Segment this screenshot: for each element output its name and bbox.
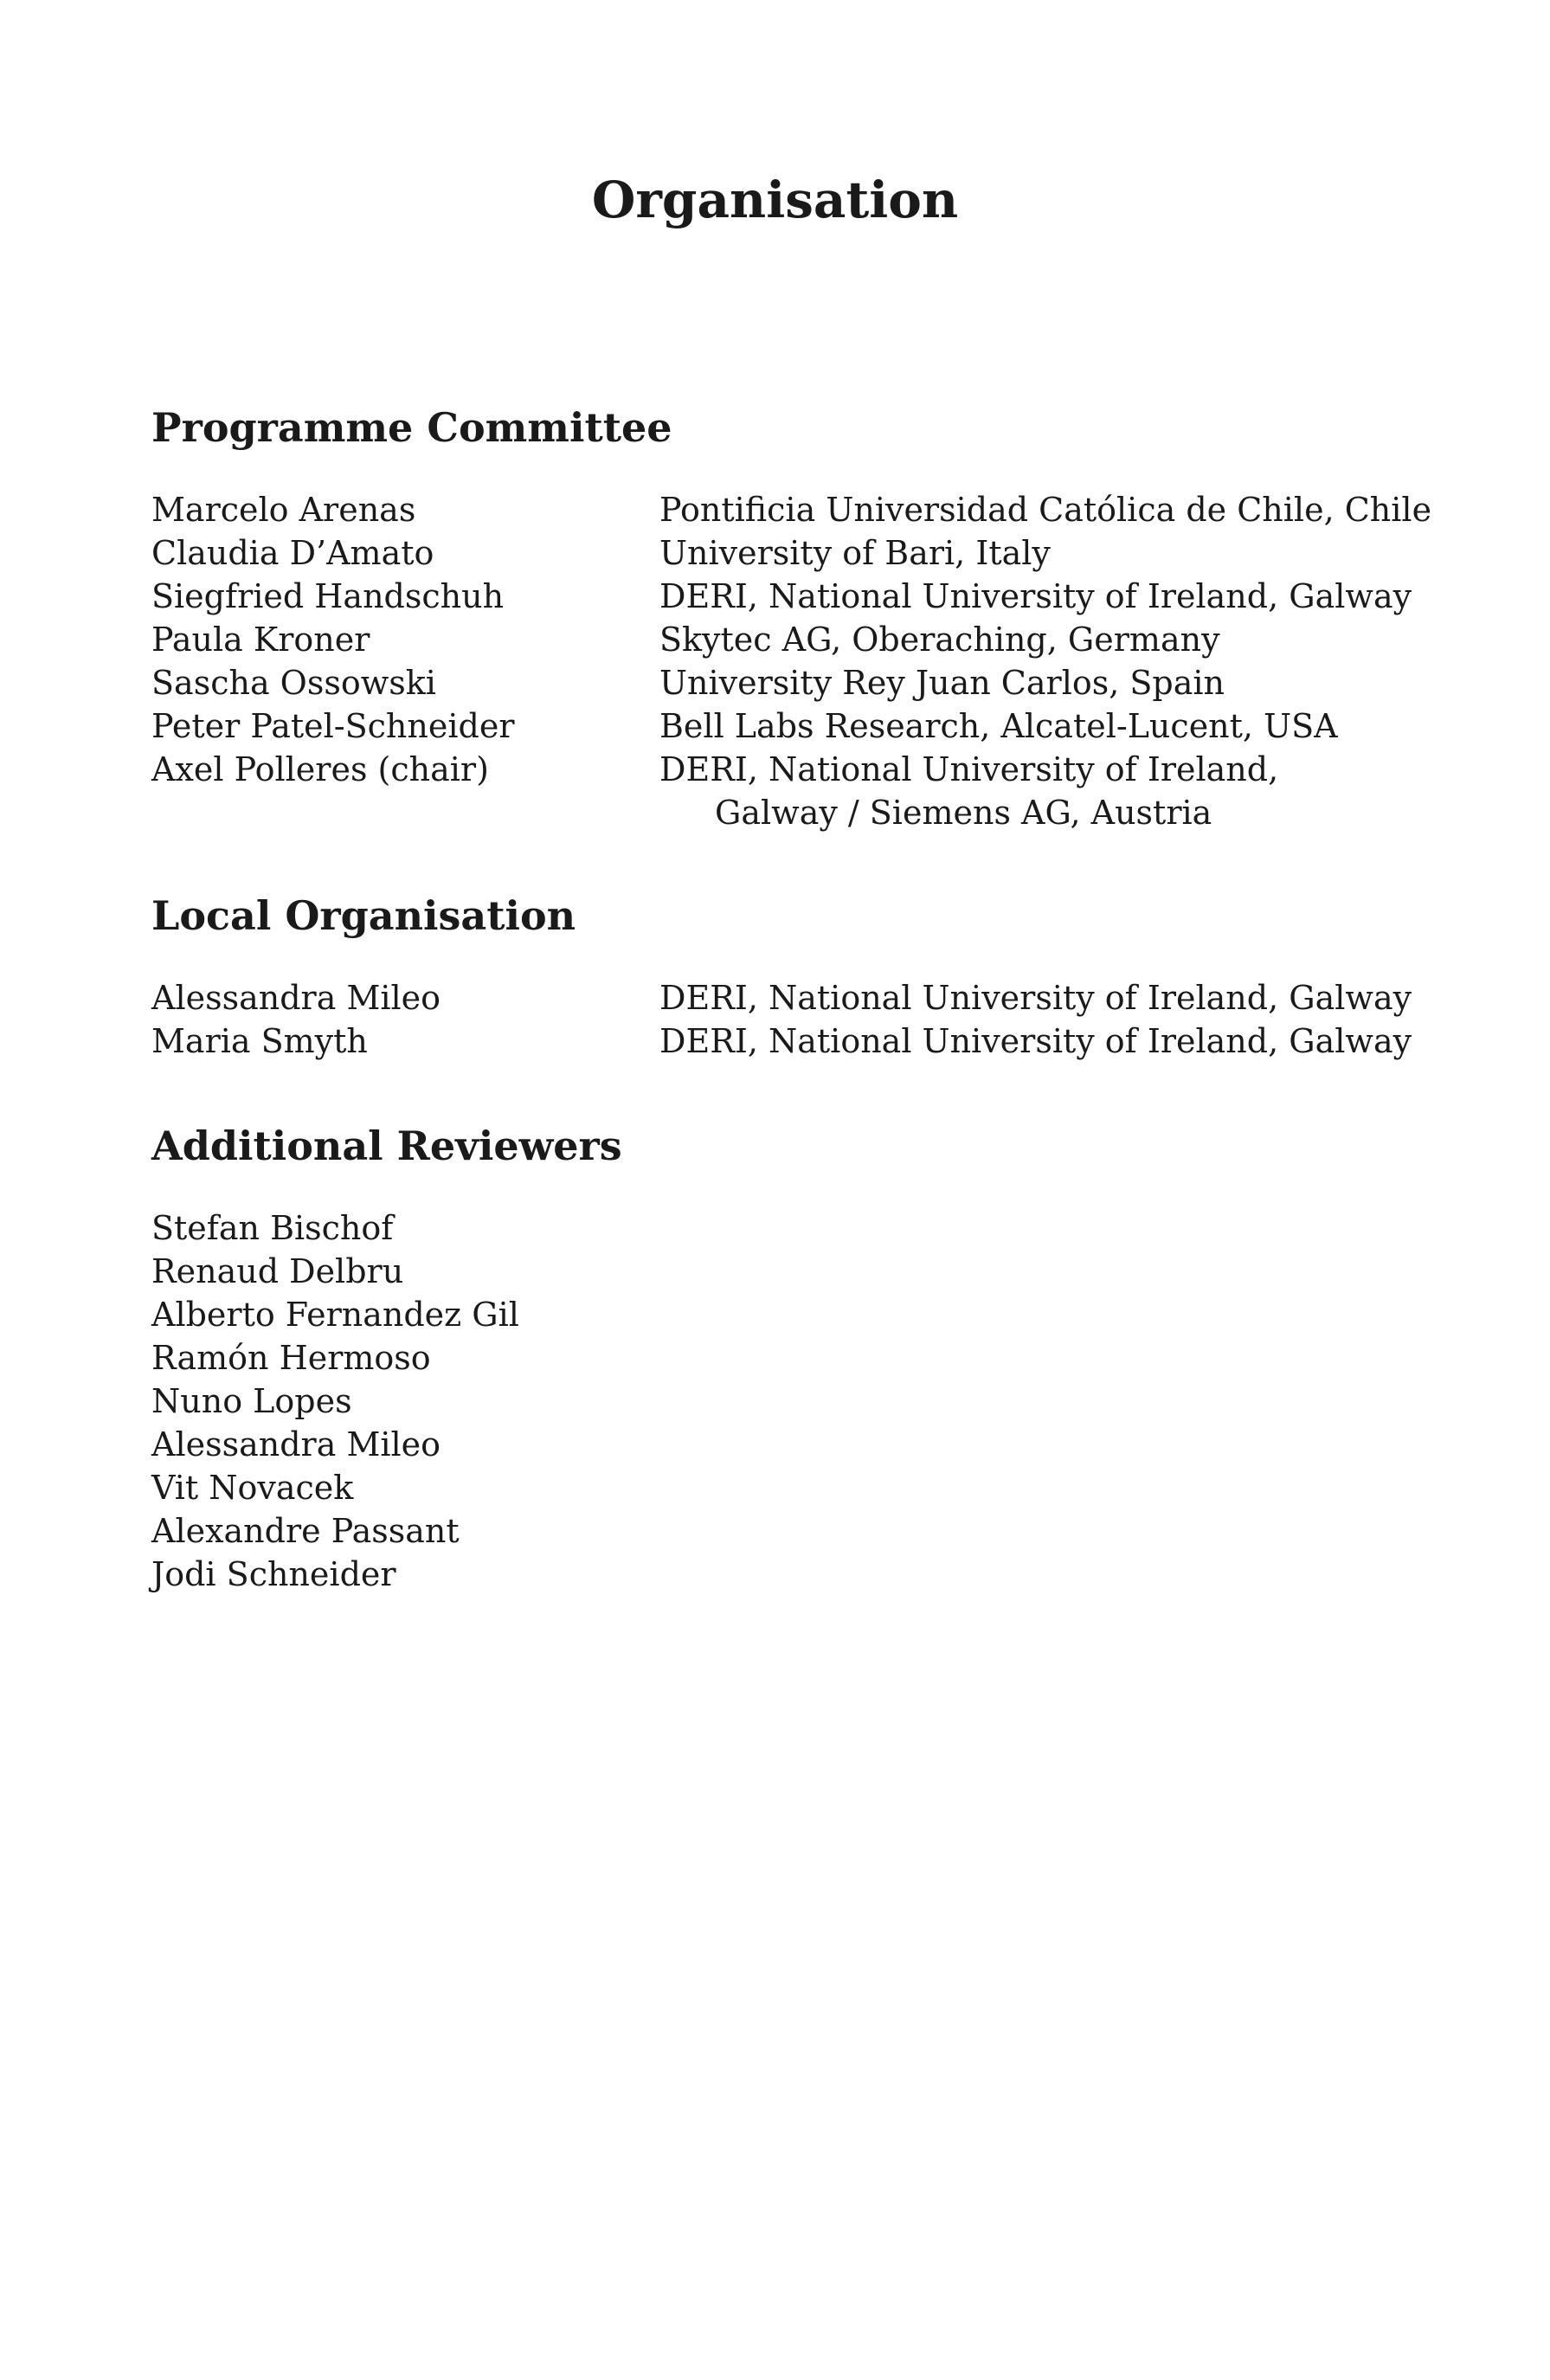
additional-reviewers-heading: Additional Reviewers — [151, 1122, 622, 1169]
member-affiliation: Pontificia Universidad Católica de Chile, Chile — [659, 491, 1432, 529]
reviewer-name: Vit Novacek — [151, 1469, 354, 1507]
reviewer-row — [151, 1423, 1406, 1466]
reviewer-row — [151, 1250, 1406, 1293]
member-affiliation: Bell Labs Research, Alcatel-Lucent, USA — [659, 707, 1338, 745]
member-name: Marcelo Arenas — [151, 491, 416, 529]
member-affiliation: DERI, National University of Ireland, Galway — [659, 1022, 1412, 1060]
member-name: Alessandra Mileo — [151, 979, 441, 1017]
reviewer-row — [151, 1206, 1406, 1250]
member-affiliation: University of Bari, Italy — [659, 534, 1051, 572]
reviewer-row — [151, 1380, 1406, 1423]
member-name: Paula Kroner — [151, 621, 370, 659]
member-name: Axel Polleres (chair) — [151, 750, 489, 788]
member-name: Sascha Ossowski — [151, 664, 436, 702]
committee-member-row — [151, 704, 1406, 748]
member-affiliation: University Rey Juan Carlos, Spain — [659, 664, 1225, 702]
page-title: Organisation — [591, 170, 959, 229]
reviewer-row — [151, 1293, 1406, 1336]
programme-committee-list — [151, 488, 1432, 834]
local-organisation-heading: Local Organisation — [151, 892, 576, 939]
reviewer-name: Renaud Delbru — [151, 1252, 404, 1290]
additional-reviewers-list — [151, 1206, 1406, 1596]
reviewer-name: Ramón Hermoso — [151, 1339, 431, 1377]
local-organiser-row — [151, 976, 1412, 1020]
member-name: Maria Smyth — [151, 1022, 368, 1060]
committee-member-row — [151, 661, 1406, 704]
reviewer-name: Alessandra Mileo — [151, 1425, 441, 1463]
committee-member-row-continued — [151, 791, 1406, 834]
reviewer-row — [151, 1336, 1406, 1380]
member-affiliation: DERI, National University of Ireland, — [659, 750, 1279, 788]
reviewer-row — [151, 1553, 1406, 1596]
reviewer-name: Nuno Lopes — [151, 1382, 352, 1420]
reviewer-name: Stefan Bischof — [151, 1209, 394, 1247]
local-organiser-row — [151, 1020, 1412, 1063]
local-organisation-list — [151, 976, 1412, 1063]
member-name: Peter Patel-Schneider — [151, 707, 515, 745]
member-affiliation: Skytec AG, Oberaching, Germany — [659, 621, 1220, 659]
member-affiliation-continued: Galway / Siemens AG, Austria — [715, 794, 1212, 832]
reviewer-name: Alexandre Passant — [151, 1512, 460, 1550]
committee-member-row — [151, 575, 1412, 618]
reviewer-row — [151, 1509, 1406, 1553]
reviewer-name: Alberto Fernandez Gil — [151, 1296, 519, 1334]
reviewer-name: Jodi Schneider — [151, 1555, 396, 1593]
member-affiliation: DERI, National University of Ireland, Galway — [659, 577, 1412, 615]
reviewer-row — [151, 1466, 1406, 1509]
member-name: Claudia D’Amato — [151, 534, 434, 572]
committee-member-row — [151, 488, 1432, 531]
committee-member-row — [151, 748, 1406, 791]
member-name: Siegfried Handschuh — [151, 577, 505, 615]
programme-committee-heading: Programme Committee — [151, 404, 672, 451]
committee-member-row — [151, 531, 1406, 575]
committee-member-row — [151, 618, 1406, 661]
member-affiliation: DERI, National University of Ireland, Galway — [659, 979, 1412, 1017]
